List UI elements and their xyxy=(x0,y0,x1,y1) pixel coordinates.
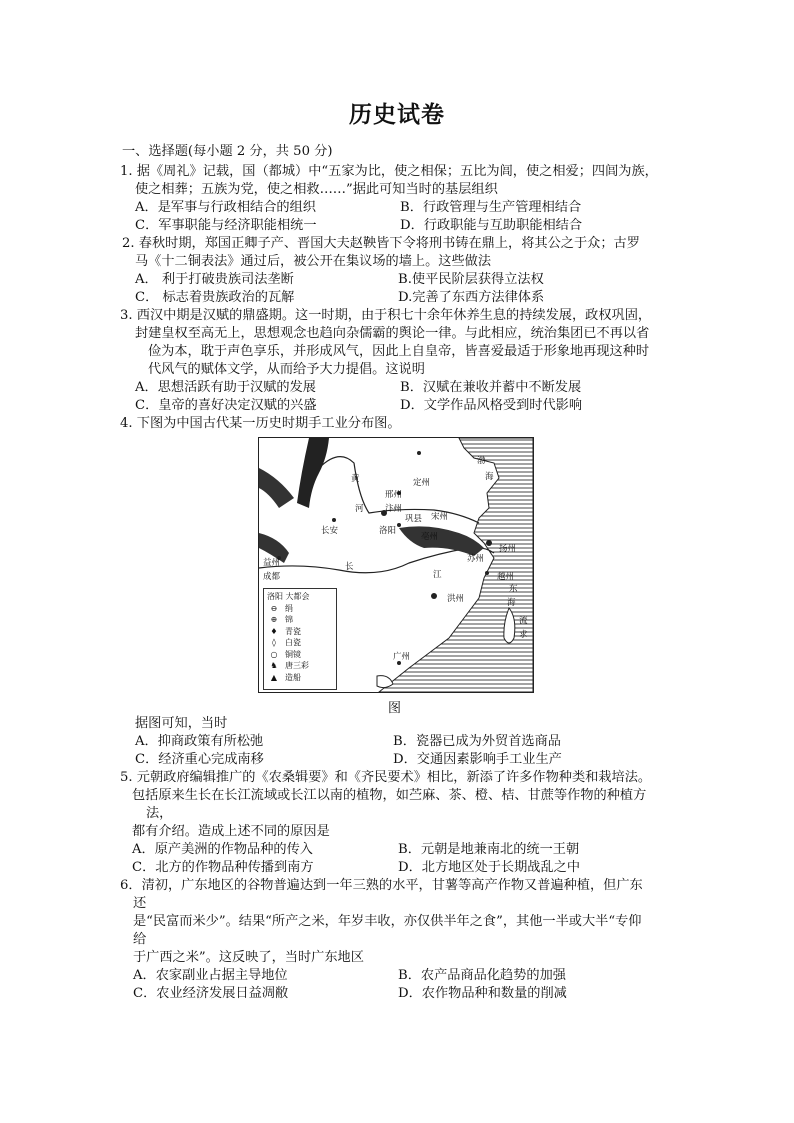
map-label: 苏州 xyxy=(467,554,485,564)
q1-stem-line-2: 使之相葬；五族为党，使之相救……”据此可知当时的基层组织 xyxy=(135,182,498,197)
legend-item: 造船 xyxy=(285,672,301,682)
q6-option-d: D．农作物品种和数量的削减 xyxy=(398,986,567,1001)
map-label: 黄 xyxy=(351,474,360,484)
q5-option-b: B．元朝是地兼南北的统一王朝 xyxy=(398,842,580,857)
map-label: 邢州 xyxy=(385,490,403,500)
q2-option-a: A． 利于打破贵族司法垄断 xyxy=(135,272,294,287)
handicraft-map xyxy=(258,437,534,693)
q4-option-d: D．交通因素影响手工业生产 xyxy=(393,752,562,767)
q3-stem-line-3: 俭为本，耽于声色享乐，并形成风气，因此上自皇帝，皆喜爱最适于形象地再现这种时 xyxy=(148,344,650,359)
map-label: 长 xyxy=(345,562,354,572)
legend-item: 锦 xyxy=(285,615,293,624)
q3-stem-line-2: 封建皇权至高无上，思想观念也趋向杂儒霸的舆论一律。与此相应，统治集团已不再以省 xyxy=(135,326,650,341)
map-label: 长安 xyxy=(321,526,339,536)
q1-option-b: B．行政管理与生产管理相结合 xyxy=(400,200,582,215)
map-label: 宋州 xyxy=(431,512,449,522)
page-title: 历史试卷 xyxy=(349,101,445,128)
q2-stem-line-2: 马《十二铜表法》通过后，被公开在集议场的墙上。这些做法 xyxy=(135,254,492,269)
q2-option-d: D.完善了东西方法律体系 xyxy=(398,290,545,305)
q3-stem-line-4: 代风气的赋体文学，从而给予大力提倡。这说明 xyxy=(148,362,425,377)
section-heading: 一、选择题(每小题 2 分，共 50 分) xyxy=(122,144,333,159)
q5-option-d: D．北方地区处于长期战乱之中 xyxy=(398,860,581,875)
map-label: 广州 xyxy=(393,652,411,662)
map-label: 江 xyxy=(433,570,442,580)
celadon-icon: ♦ xyxy=(270,626,278,636)
q3-option-d: D．文学作品风格受到时代影响 xyxy=(400,398,583,413)
q3-option-c: C．皇帝的喜好决定汉赋的兴盛 xyxy=(135,398,317,413)
q2-option-c: C． 标志着贵族政治的瓦解 xyxy=(135,290,295,305)
map-label: 洛阳 xyxy=(379,526,397,536)
map-label: 定州 xyxy=(413,478,431,488)
legend-item: 绢 xyxy=(285,603,293,613)
map-label: 益州 xyxy=(263,558,281,568)
map-label: 成都 xyxy=(263,572,281,582)
q6-stem-line-1: 6．清初，广东地区的谷物普遍达到一年三熟的水平，甘薯等高产作物又普遍种植，但广东 xyxy=(120,878,643,893)
q4-option-b: B．瓷器已成为外贸首选商品 xyxy=(393,734,561,749)
map-label: 巩县 xyxy=(405,514,423,524)
q3-option-b: B．汉赋在兼收并蓄中不断发展 xyxy=(400,380,582,395)
q2-stem-line-1: 2. 春秋时期，郑国正卿子产、晋国大夫赵鞅皆下令将刑书铸在鼎上，将其公之于众；古罗 xyxy=(122,236,640,251)
legend-title: 洛阳 大都会 xyxy=(267,592,310,601)
tricolor-icon: ♞ xyxy=(270,661,278,670)
map-label: 东 xyxy=(509,584,518,594)
q4-after: 据图可知，当时 xyxy=(135,716,228,731)
q6-option-a: A．农家副业占据主导地位 xyxy=(133,968,288,983)
map-caption: 图 xyxy=(388,701,402,716)
q5-stem-line-3: 法， xyxy=(146,806,173,821)
legend-item: 青瓷 xyxy=(285,626,301,636)
q3-option-a: A．思想活跃有助于汉赋的发展 xyxy=(135,380,316,395)
silk-icon: ⊖ xyxy=(270,603,278,613)
q6-stem-line-5: 于广西之米”。这反映了，当时广东地区 xyxy=(133,950,364,965)
map-label: 海 xyxy=(507,598,516,608)
q4-option-a: A．抑商政策有所松弛 xyxy=(135,734,264,749)
map-label: 渤 xyxy=(477,456,486,466)
q6-stem-line-4: 给 xyxy=(133,932,147,947)
q4-stem: 4. 下图为中国古代某一历史时期手工业分布图。 xyxy=(120,416,401,431)
brocade-icon: ⊕ xyxy=(270,615,278,624)
q5-option-a: A．原产美洲的作物品种的传入 xyxy=(132,842,313,857)
shipbuilding-icon: ▲ xyxy=(270,672,278,682)
q4-option-c: C．经济重心完成南移 xyxy=(135,752,264,767)
map-label: 求 xyxy=(519,630,528,640)
q6-option-c: C．农业经济发展日益凋敝 xyxy=(133,986,289,1001)
q6-option-b: B．农产品商品化趋势的加强 xyxy=(398,968,566,983)
legend-item: 铜镜 xyxy=(285,649,301,659)
q3-stem-line-1: 3. 西汉中期是汉赋的鼎盛期。这一时期，由于积七十余年休养生息的持续发展，政权巩固， xyxy=(120,308,652,323)
q1-option-a: A．是军事与行政相结合的组织 xyxy=(135,200,316,215)
q2-option-b: B.使平民阶层获得立法权 xyxy=(398,272,544,287)
q6-stem-line-3: 是“民富而米少”。结果“所产之米，年岁丰收，亦仅供半年之食”，其他一半或大半“专仰 xyxy=(133,914,642,929)
q5-stem-line-1: 5. 元朝政府编辑推广的《农桑辑要》和《齐民要术》相比，新添了许多作物种类和栽培法。 xyxy=(120,770,652,785)
map-label: 流 xyxy=(519,616,528,626)
map-label: 河 xyxy=(355,504,364,514)
q6-stem-line-2: 还 xyxy=(133,896,147,911)
map-label: 洪州 xyxy=(447,594,465,604)
map-label: 越州 xyxy=(497,572,515,582)
q5-option-c: C．北方的作物品种传播到南方 xyxy=(132,860,314,875)
q1-stem-line-1: 1. 据《周礼》记载，国（都城）中“五家为比，使之相保；五比为闾，使之相爱；四闾为族， xyxy=(120,164,658,179)
q1-option-d: D．行政职能与互助职能相结合 xyxy=(400,218,583,233)
map-legend xyxy=(263,588,337,690)
map-label: 扬州 xyxy=(499,544,517,554)
legend-item: 唐三彩 xyxy=(285,661,309,670)
q5-stem-line-2: 包括原来生长在长江流域或长江以南的植物，如苎麻、茶、橙、桔、甘蔗等作物的种植方 xyxy=(132,788,647,803)
legend-item: 白瓷 xyxy=(285,638,301,647)
map-label: 亳州 xyxy=(421,532,439,542)
map-label: 汴州 xyxy=(385,504,403,514)
map-label: 海 xyxy=(485,472,494,482)
white-porcelain-icon: ◊ xyxy=(272,638,276,647)
q1-option-c: C．军事职能与经济职能相统一 xyxy=(135,218,317,233)
q5-stem-line-4: 都有介绍。造成上述不同的原因是 xyxy=(132,824,330,839)
bronze-mirror-icon: ○ xyxy=(270,649,278,659)
